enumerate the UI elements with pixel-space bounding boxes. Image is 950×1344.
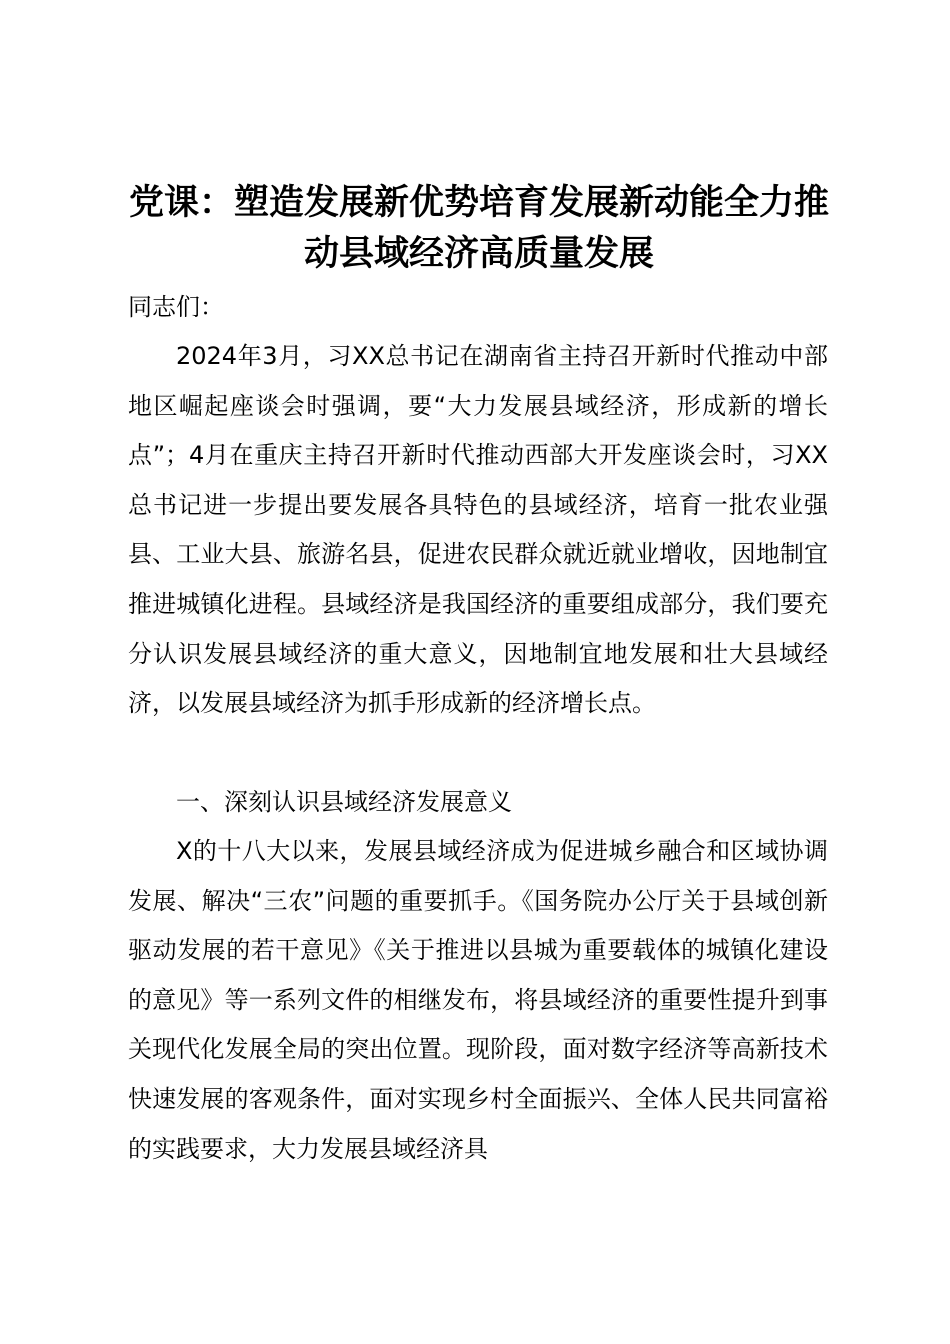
section-paragraph: X的十八大以来，发展县域经济成为促进城乡融合和区域协调发展、解决“三农”问题的重要抓手。《国务院办公厅关于县域创新驱动发展的若干意见》《关于推进以县城为重要载体的城镇化建设的意见》等一系列文件的相继发布，将县域经济的重要性提升到事关现代化发展全局的突出位置。现阶段，面对数字经济等高新技术快速发展的客观条件，面对实现乡村全面振兴、全体人民共同富裕的实践要求，大力发展县域经济具 (128, 837, 828, 1163)
document-title: 党课：塑造发展新优势培育发展新动能全力推动县域经济高质量发展 (128, 183, 829, 274)
salutation: 同志们： (128, 293, 224, 321)
section-heading: 一、深刻认识县域经济发展意义 (176, 788, 512, 816)
intro-paragraph: 2024年3月，习XX总书记在湖南省主持召开新时代推动中部地区崛起座谈会时强调，要“大力发展县域经济，形成新的增长点”；4月在重庆主持召开新时代推动西部大开发座谈会时，习XX总书记进一步提出要发展各具特色的县域经济，培育一批农业强县、工业大县、旅游名县，促进农民群众就近就业增收，因地制宜推进城镇化进程。县域经济是我国经济的重要组成部分，我们要充分认识发展县域经济的重大意义，因地制宜地发展和壮大县域经济，以发展县域经济为抓手形成新的经济增长点。 (128, 342, 828, 718)
